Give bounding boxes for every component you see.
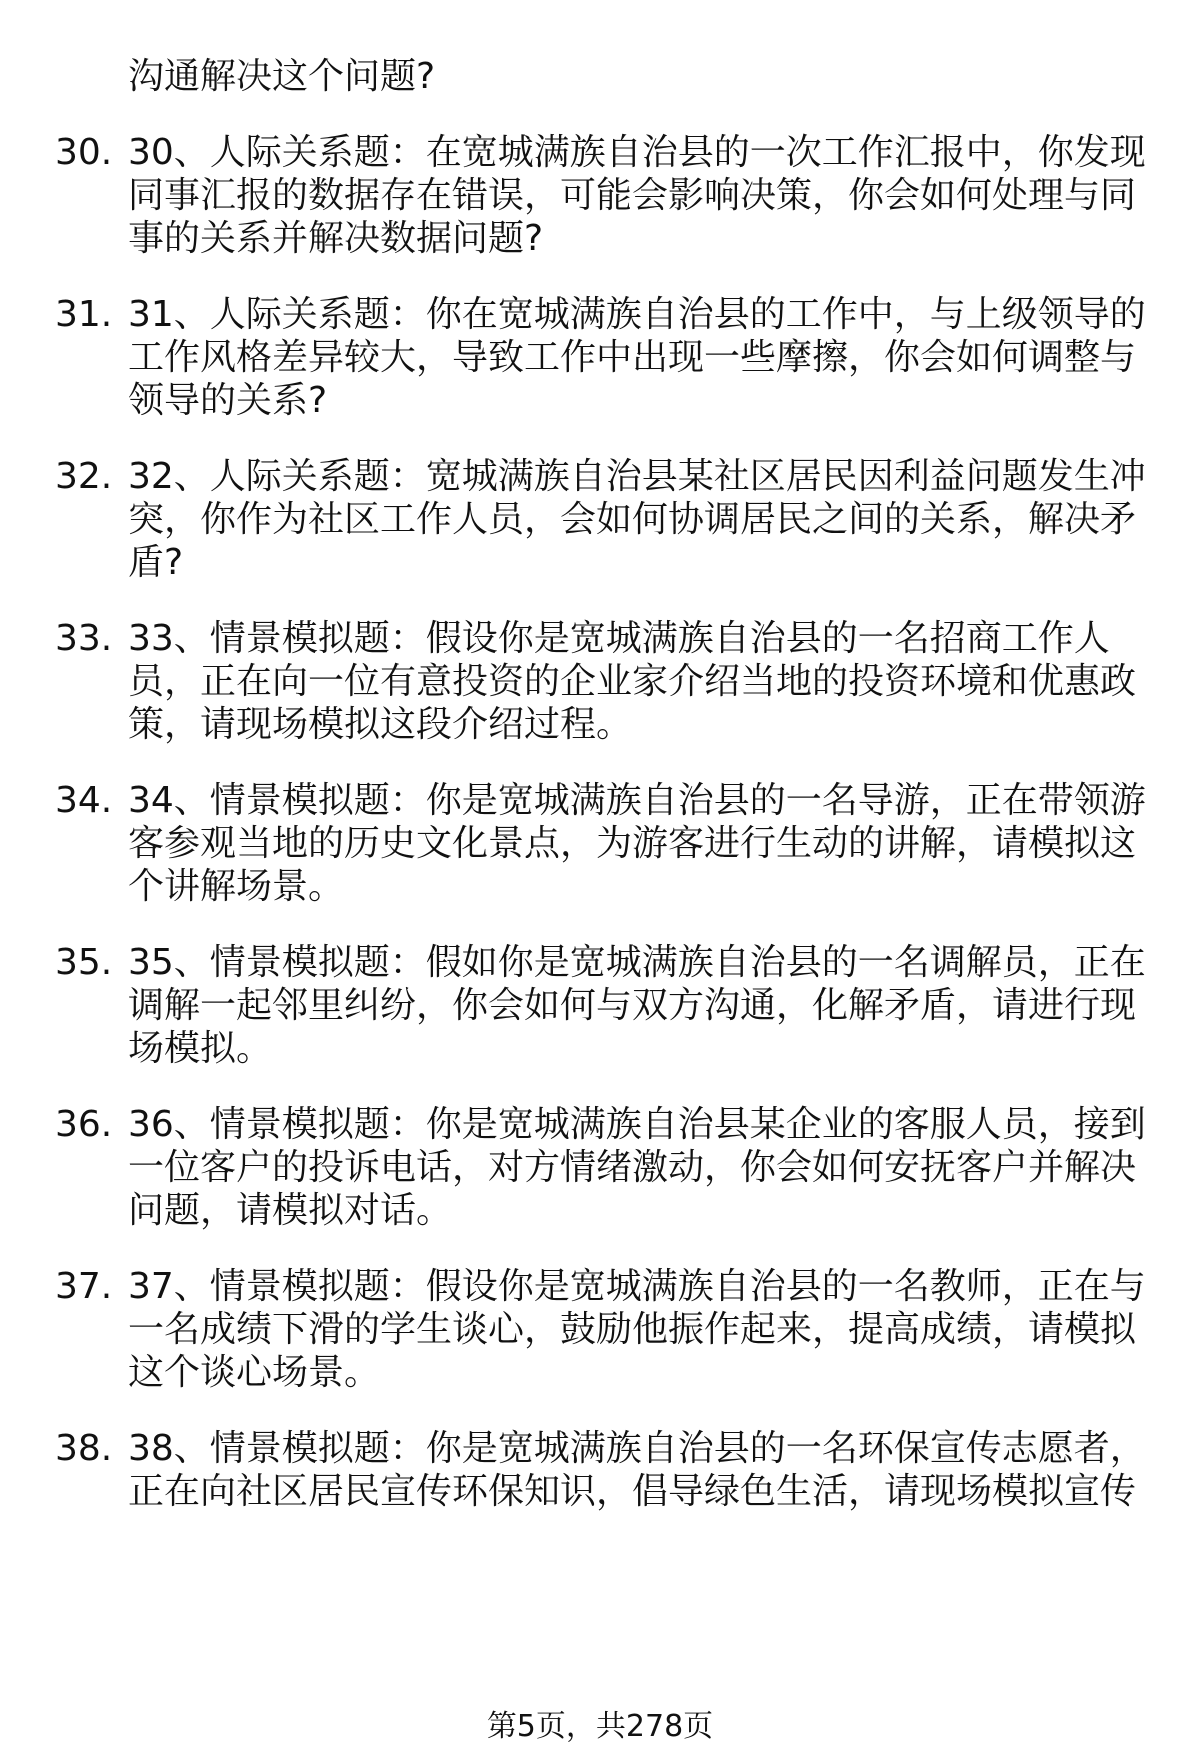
question-number: 38. xyxy=(55,1428,113,1469)
question-line: 策，请现场模拟这段介绍过程。 xyxy=(128,704,633,745)
question-number: 37. xyxy=(55,1266,113,1307)
question-line: 33、情景模拟题：假设你是宽城满族自治县的一名招商工作人 xyxy=(128,618,1110,659)
question-line: 事的关系并解决数据问题? xyxy=(128,218,544,259)
question-line: 突，你作为社区工作人员，会如何协调居民之间的关系，解决矛 xyxy=(128,499,1137,540)
question-line: 场模拟。 xyxy=(128,1028,273,1069)
question-number: 35. xyxy=(55,942,113,983)
question-line: 正在向社区居民宣传环保知识，倡导绿色生活，请现场模拟宣传 xyxy=(128,1471,1137,1512)
question-number: 33. xyxy=(55,618,113,659)
question-line: 31、人际关系题：你在宽城满族自治县的工作中，与上级领导的 xyxy=(128,294,1146,335)
question-line: 34、情景模拟题：你是宽城满族自治县的一名导游，正在带领游 xyxy=(128,780,1146,821)
question-number: 36. xyxy=(55,1104,113,1145)
question-number: 30. xyxy=(55,132,113,173)
question-line: 同事汇报的数据存在错误，可能会影响决策，你会如何处理与同 xyxy=(128,175,1137,216)
question-number: 34. xyxy=(55,780,113,821)
question-line: 30、人际关系题：在宽城满族自治县的一次工作汇报中，你发现 xyxy=(128,132,1146,173)
question-line: 领导的关系? xyxy=(128,380,328,421)
question-line: 38、情景模拟题：你是宽城满族自治县的一名环保宣传志愿者， xyxy=(128,1428,1146,1469)
question-number: 32. xyxy=(55,456,113,497)
question-line: 调解一起邻里纠纷，你会如何与双方沟通，化解矛盾，请进行现 xyxy=(128,985,1137,1026)
question-line: 35、情景模拟题：假如你是宽城满族自治县的一名调解员，正在 xyxy=(128,942,1146,983)
question-line: 个讲解场景。 xyxy=(128,866,345,907)
question-line: 客参观当地的历史文化景点，为游客进行生动的讲解，请模拟这 xyxy=(128,823,1137,864)
question-line: 盾? xyxy=(128,542,184,583)
question-line: 一名成绩下滑的学生谈心，鼓励他振作起来，提高成绩，请模拟 xyxy=(128,1309,1137,1350)
intro-line: 沟通解决这个问题? xyxy=(128,56,436,97)
question-line: 36、情景模拟题：你是宽城满族自治县某企业的客服人员，接到 xyxy=(128,1104,1146,1145)
question-line: 37、情景模拟题：假设你是宽城满族自治县的一名教师，正在与 xyxy=(128,1266,1146,1307)
question-line: 32、人际关系题：宽城满族自治县某社区居民因利益问题发生冲 xyxy=(128,456,1146,497)
page-footer: 第5页，共278页 xyxy=(486,1709,714,1744)
question-line: 这个谈心场景。 xyxy=(128,1352,381,1393)
question-line: 工作风格差异较大，导致工作中出现一些摩擦，你会如何调整与 xyxy=(128,337,1137,378)
question-line: 问题，请模拟对话。 xyxy=(128,1190,453,1231)
question-line: 一位客户的投诉电话，对方情绪激动，你会如何安抚客户并解决 xyxy=(128,1147,1137,1188)
question-line: 员，正在向一位有意投资的企业家介绍当地的投资环境和优惠政 xyxy=(128,661,1137,702)
question-number: 31. xyxy=(55,294,113,335)
